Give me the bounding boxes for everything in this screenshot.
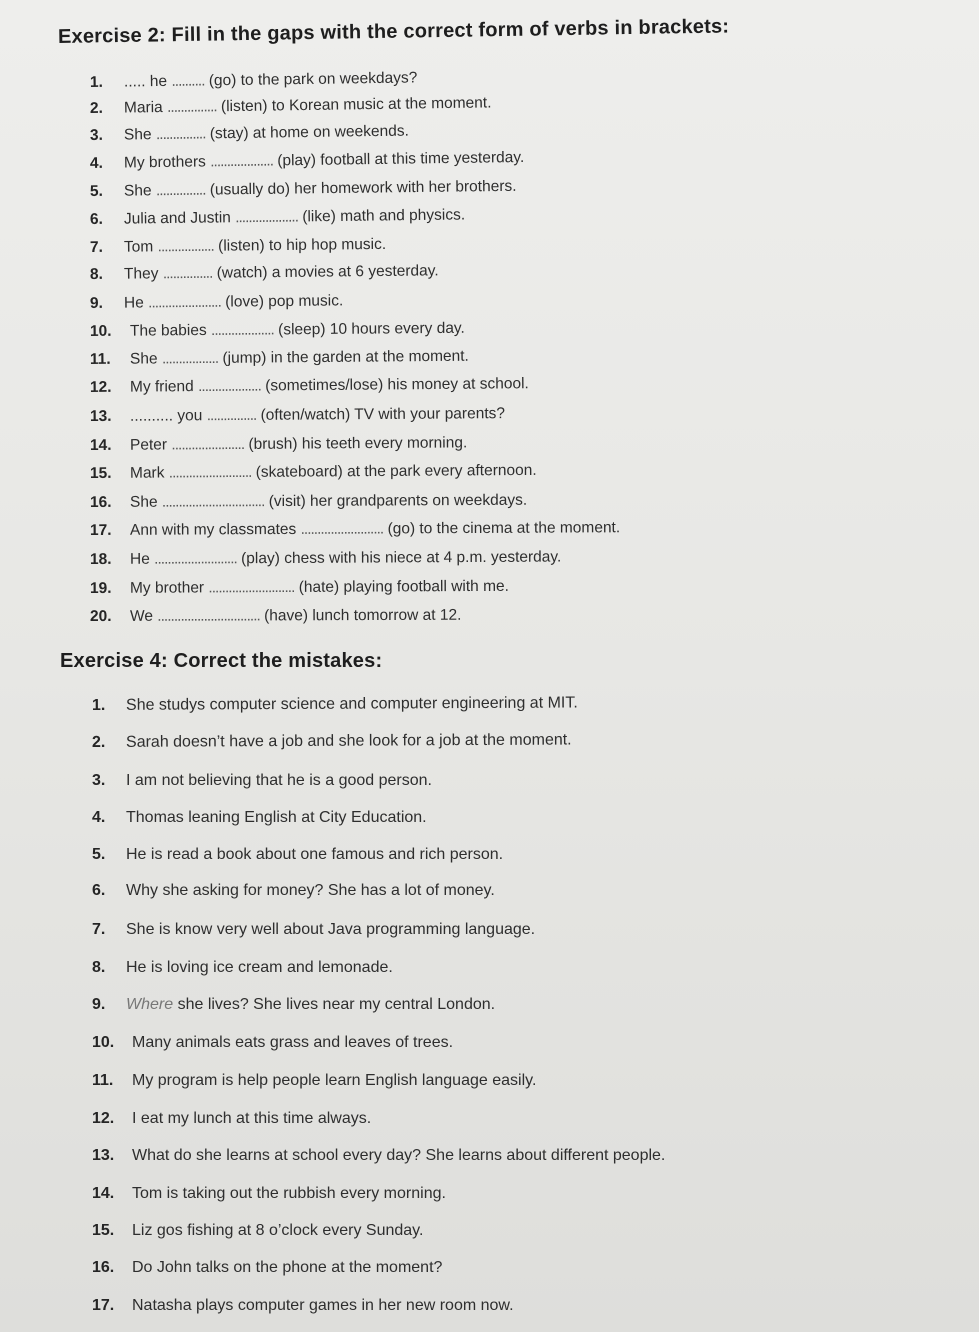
exercise-2-item: 6. Julia and Justin ................... (like) math and physics. [89,206,466,228]
exercise-4-item: 15. Liz gos fishing at 8 o’clock every Sunday. [92,1222,424,1239]
exercise-2-item: 11. She ................. (jump) in the garden at the moment. [89,347,469,368]
exercise-4-item: 16. Do John talks on the phone at the moment? [92,1259,443,1276]
exercise-4-item: 5. He is read a book about one famous and rich person. [92,846,504,863]
exercise-4-item: 12. I eat my lunch at this time always. [92,1110,372,1127]
exercise-2-item: 4. My brothers ................... (play) football at this time yesterday. [89,148,525,172]
exercise-4-item: 17. Natasha plays computer games in her new room now. [92,1297,514,1314]
exercise-2-item: 8. They ............... (watch) a movies at 6 yesterday. [89,262,439,283]
exercise-2-item: 17. Ann with my classmates ......................... (go) to the cinema at the moment. [89,519,621,539]
exercise-4-item: 2. Sarah doesn’t have a job and she look for a job at the moment. [91,731,572,751]
exercise-2-item: 12. My friend ................... (sometimes/lose) his money at school. [89,375,529,396]
handwritten-word: Where [126,996,174,1013]
exercise-4-title: Exercise 4: Correct the mistakes: [60,650,383,672]
exercise-2-item: 18. He ......................... (play) chess with his niece at 4 p.m. yesterday. [89,548,562,568]
exercise-4-item: 3. I am not believing that he is a good person. [92,772,432,789]
exercise-2-item: 14. Peter ...................... (brush) his teeth every morning. [89,434,468,454]
exercise-2-item: 10. The babies ................... (sleep) 10 hours every day. [89,319,465,340]
exercise-2-item: 7. Tom ................. (listen) to hip hop music. [89,235,387,256]
exercise-4-item: 10. Many animals eats grass and leaves of trees. [92,1034,454,1051]
exercise-4-item: 1. She studys computer science and computer engineering at MIT. [91,694,578,714]
exercise-2-item: 20. We ............................... (have) lunch tomorrow at 12. [89,606,462,625]
exercise-4-item: 7. She is know very well about Java programming language. [92,921,536,938]
exercise-2-item: 19. My brother .......................... (hate) playing football with me. [89,577,509,597]
exercise-2-item: 15. Mark ......................... (skateboard) at the park every afternoon. [89,461,537,482]
exercise-2-item: 2. Maria ............... (listen) to Korean music at the moment. [89,94,492,117]
exercise-4-item: 6. Why she asking for money? She has a lot of money. [92,882,495,899]
exercise-2-item: 16. She ............................... (visit) her grandparents on weekdays. [89,491,528,511]
exercise-4-item: 4. Thomas leaning English at City Education. [92,809,427,826]
exercise-4-item: 11. My program is help people learn English language easily. [92,1072,537,1089]
exercise-2-item: 9. He ...................... (love) pop music. [89,292,344,312]
exercise-2-item: 13. .......... you ............... (often/watch) TV with your parents? [89,405,506,425]
exercise-2-title: Exercise 2: Fill in the gaps with the correct form of verbs in brackets: [57,15,730,48]
exercise-2-item: 1. ..... he .......... (go) to the park on weekdays? [89,69,418,91]
exercise-4-item: 9. Where she lives? She lives near my central London. [92,996,496,1013]
exercise-4-item: 13. What do she learns at school every day? She learns about different people. [92,1147,666,1164]
exercise-4-item: 8. He is loving ice cream and lemonade. [92,959,393,976]
exercise-2-item: 3. She ............... (stay) at home on weekends. [89,122,409,144]
exercise-4-item: 14. Tom is taking out the rubbish every morning. [92,1185,446,1202]
exercise-2-item: 5. She ............... (usually do) her homework with her brothers. [89,177,517,200]
